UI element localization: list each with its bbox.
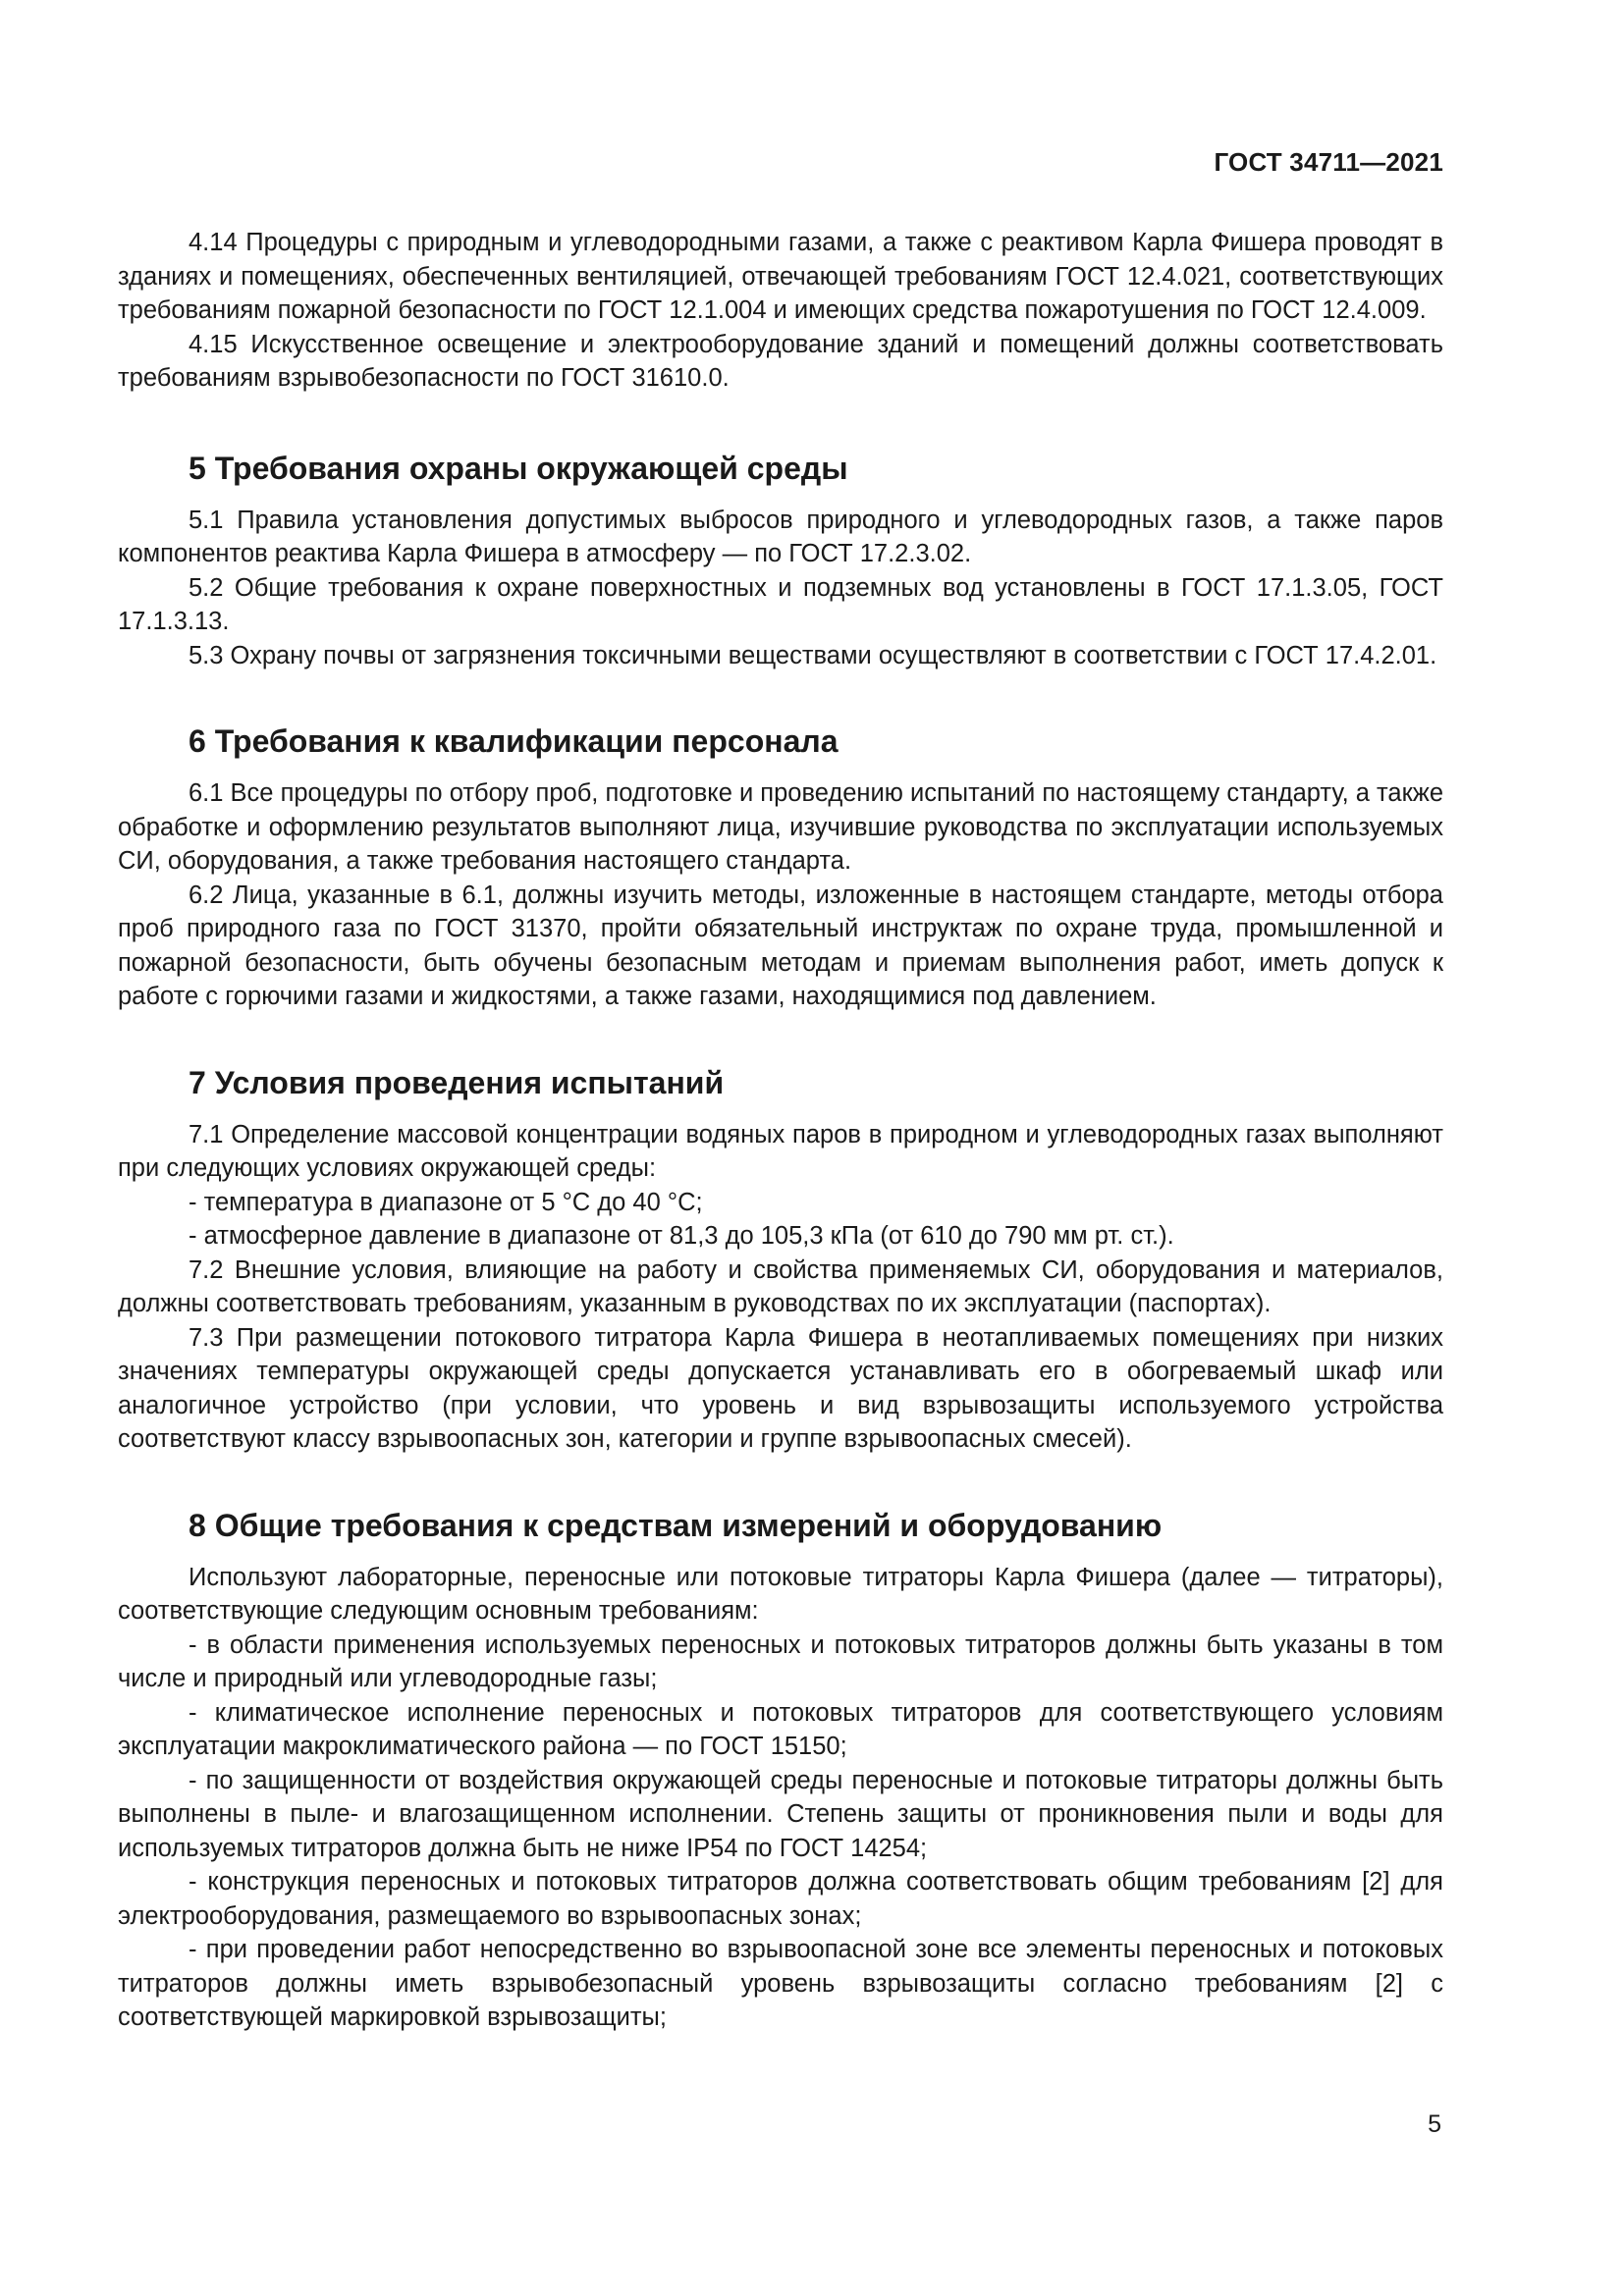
list-item-protection: - по защищенности от воздействия окружающей среды переносные и потоковые титраторы должны быть выполнены в пыле- и влагозащищенном исполнении. Степень защиты от проникновения пыли и воды для используемых титраторов должна быть не ниже IP54 по ГОСТ 14254;: [118, 1766, 1443, 1862]
paragraph-6-1: 6.1 Все процедуры по отбору проб, подготовке и проведению испытаний по настоящему стандарту, а также обработке и оформлению результатов выполняют лица, изучившие руководства по эксплуатации используемых СИ, оборудования, а также требования настоящего стандарта.: [118, 779, 1443, 875]
page-body: [118, 226, 1443, 2035]
paragraph-7-3: 7.3 При размещении потокового титратора Карла Фишера в неотапливаемых помещениях при низких значениях температуры окружающей среды допускается устанавливать его в обогреваемый шкаф или аналогичное устройство (при условии, что уровень и вид взрывозащиты используемого устройства соответствуют классу взрывоопасных зон, категории и группе взрывоопасных смесей).: [118, 1323, 1443, 1453]
section-5-title: 5 Требования охраны окружающей среды: [189, 450, 848, 486]
page-number: 5: [1428, 2110, 1441, 2138]
list-item-explosion-protection: - при проведении работ непосредственно во взрывоопасной зоне все элементы переносных и потоковых титраторов должны иметь взрывобезопасный уровень взрывозащиты согласно требованиям [2] с соответствующей маркировкой взрывозащиты;: [118, 1936, 1443, 2031]
section-6-title: 6 Требования к квалификации персонала: [189, 723, 839, 759]
document-code: ГОСТ 34711—2021: [1214, 147, 1443, 177]
list-item-construction: - конструкция переносных и потоковых титраторов должна соответствовать общим требованиям [2] для электрооборудования, размещаемого во взрывоопасных зонах;: [118, 1868, 1443, 1930]
paragraph-4-15: 4.15 Искусственное освещение и электрооборудование зданий и помещений должны соответствовать требованиям взрывобезопасности по ГОСТ 31610.0.: [118, 330, 1443, 392]
list-item-pressure: - атмосферное давление в диапазоне от 81,3 до 105,3 кПа (от 610 до 790 мм рт. ст.).: [189, 1222, 1174, 1250]
paragraph-5-1: 5.1 Правила установления допустимых выбросов природного и углеводородных газов, а также паров компонентов реактива Карла Фишера в атмосферу — по ГОСТ 17.2.3.02.: [118, 506, 1443, 567]
list-item-application: - в области применения используемых переносных и потоковых титраторов должны быть указаны в том числе и природный или углеводородные газы;: [118, 1630, 1443, 1692]
paragraph-4-14: 4.14 Процедуры с природным и углеводородными газами, а также с реактивом Карла Фишера проводят в зданиях и помещениях, обеспеченных вентиляцией, отвечающей требованиям ГОСТ 12.4.021, соответствующих требованиям пожарной безопасности по ГОСТ 12.1.004 и имеющих средства пожаротушения по ГОСТ 12.4.009.: [118, 229, 1443, 324]
section-7-title: 7 Условия проведения испытаний: [189, 1064, 725, 1100]
paragraph-6-2: 6.2 Лица, указанные в 6.1, должны изучить методы, изложенные в настоящем стандарте, методы отбора проб природного газа по ГОСТ 31370, пройти обязательный инструктаж по охране труда, промышленной и пожарной безопасности, быть обучены безопасным методам и приемам выполнения работ, иметь допуск к работе с горючими газами и жидкостями, а также газами, находящимися под давлением.: [118, 881, 1443, 1010]
paragraph-7-2: 7.2 Внешние условия, влияющие на работу и свойства применяемых СИ, оборудования и материалов, должны соответствовать требованиям, указанным в руководствах по их эксплуатации (паспортах).: [118, 1255, 1443, 1317]
section-8-title: 8 Общие требования к средствам измерений и оборудованию: [189, 1507, 1163, 1543]
paragraph-7-1: 7.1 Определение массовой концентрации водяных паров в природном и углеводородных газах выполняют при следующих условиях окружающей среды:: [118, 1120, 1443, 1182]
paragraph-5-2: 5.2 Общие требования к охране поверхностных и подземных вод установлены в ГОСТ 17.1.3.05, ГОСТ 17.1.3.13.: [118, 573, 1443, 635]
paragraph-8-intro: Используют лабораторные, переносные или потоковые титраторы Карла Фишера (далее — титраторы), соответствующие следующим основным требованиям:: [118, 1563, 1443, 1625]
paragraph-5-3: 5.3 Охрану почвы от загрязнения токсичными веществами осуществляют в соответствии с ГОСТ 17.4.2.01.: [189, 641, 1437, 669]
list-item-climate: - климатическое исполнение переносных и потоковых титраторов для соответствующего условиям эксплуатации макроклиматического района — по ГОСТ 15150;: [118, 1698, 1443, 1760]
list-item-temperature: - температура в диапазоне от 5 °С до 40 °С;: [189, 1188, 703, 1216]
